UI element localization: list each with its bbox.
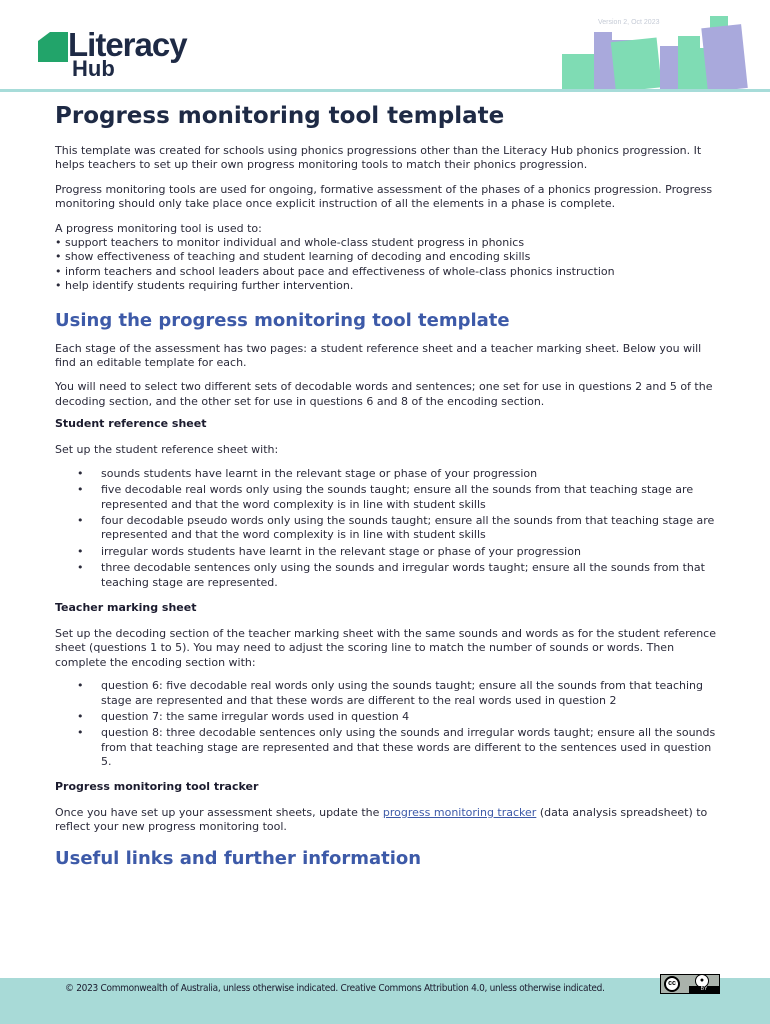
leaf-icon: [38, 32, 68, 62]
subheading-student-sheet: Student reference sheet: [55, 417, 207, 431]
page-footer: [0, 978, 770, 1024]
section-heading-using: Using the progress monitoring tool template: [55, 309, 510, 331]
section-heading-links: Useful links and further information: [55, 848, 422, 870]
book-shape: [562, 54, 594, 92]
body-paragraph: Set up the decoding section of the teacher marking sheet with the same sounds and words as for the student reference sheet (questions 1 to 5). You may need to adjust the scoring line to match the number of sounds or words. Then complete the encoding section with:: [55, 626, 716, 669]
copyright-text: © 2023 Commonwealth of Australia, unless otherwise indicated. Creative Commons Attribution 4.0, unless otherwise indicated.: [65, 983, 605, 994]
book-shape: [660, 46, 678, 92]
list-item: • support teachers to monitor individual and whole-class student progress in phonics: [55, 236, 720, 250]
list-item: • four decodable pseudo words only using the sounds taught; ensure all the sounds from that teaching stage are represented and that the word complexity is in line with student skills: [55, 514, 720, 543]
book-shape: [678, 36, 700, 92]
body-paragraph: Each stage of the assessment has two pages: a student reference sheet and a teacher marking sheet. Below you will find an editable template for each.: [55, 341, 702, 370]
by-label: BY: [689, 986, 719, 993]
student-sheet-list: [55, 467, 720, 590]
list-item: • five decodable real words only using the sounds taught; ensure all the sounds from that teaching stage are represented and that the word complexity is in line with student skills: [55, 483, 720, 512]
book-shape: [701, 24, 747, 92]
cc-by-license-badge[interactable]: [660, 974, 720, 994]
tracker-text-before: Once you have set up your assessment sheets, update the: [55, 805, 383, 819]
intro-paragraph: Progress monitoring tools are used for ongoing, formative assessment of the phases of a phonics progression. Progress monitoring should only take place once explicit instruction of all the elements in a phase is complete.: [55, 182, 713, 211]
version-label: Version 2, Oct 2023: [598, 19, 660, 26]
book-shape: [594, 32, 612, 92]
tracker-paragraph: [55, 806, 720, 835]
list-item: • show effectiveness of teaching and student learning of decoding and encoding skills: [55, 250, 720, 264]
list-item: • irregular words students have learnt in the relevant stage or phase of your progression: [55, 545, 720, 559]
body-paragraph: Set up the student reference sheet with:: [55, 443, 279, 457]
teacher-sheet-list: [55, 679, 720, 769]
list-item: • sounds students have learnt in the relevant stage or phase of your progression: [55, 467, 720, 481]
cc-icon: cc: [664, 976, 680, 992]
progress-monitoring-tracker-link[interactable]: progress monitoring tracker: [382, 805, 537, 819]
page-header: [0, 0, 770, 92]
literacy-hub-logo: [38, 26, 208, 82]
list-item: • help identify students requiring further intervention.: [55, 279, 720, 293]
list-item: • inform teachers and school leaders about pace and effectiveness of whole-class phonics instruction: [55, 265, 720, 279]
person-icon: ●: [695, 974, 709, 988]
document-body: [55, 100, 720, 872]
list-item: • question 6: five decodable real words only using the sounds taught; ensure all the sounds from that teaching stage are represented and that these words are different to the real words used in question 2: [55, 679, 720, 708]
list-item: • three decodable sentences only using the sounds and irregular words taught; ensure all the sounds from that teaching stage are represented.: [55, 561, 720, 590]
tracker-text-after: (data analysis spreadsheet) to reflect your new progress monitoring tool.: [55, 805, 708, 833]
subheading-tracker: Progress monitoring tool tracker: [55, 779, 259, 793]
books-illustration: [560, 12, 770, 92]
logo-line1: Literacy: [68, 26, 187, 63]
subheading-teacher-sheet: Teacher marking sheet: [55, 600, 197, 614]
intro-paragraph: A progress monitoring tool is used to:: [55, 221, 262, 235]
body-paragraph: You will need to select two different sets of decodable words and sentences; one set for use in questions 2 and 5 of the decoding section, and the other set for use in questions 6 and 8 of the encoding section.: [55, 380, 713, 408]
page-title: Progress monitoring tool template: [55, 103, 505, 129]
uses-list: [55, 236, 720, 294]
intro-paragraph: This template was created for schools using phonics progressions other than the Literacy Hub phonics progression. It helps teachers to set up their own progress monitoring tools to match their phonics progression.: [55, 144, 702, 172]
logo-line2: Hub: [72, 56, 115, 81]
book-shape: [611, 37, 662, 92]
header-rule: [0, 89, 770, 92]
list-item: • question 7: the same irregular words used in question 4: [55, 710, 720, 724]
list-item: • question 8: three decodable sentences only using the sounds and irregular words taught; ensure all the sounds from that teaching stage are represented and that these words are different to the sentences used in question 5.: [55, 726, 720, 769]
